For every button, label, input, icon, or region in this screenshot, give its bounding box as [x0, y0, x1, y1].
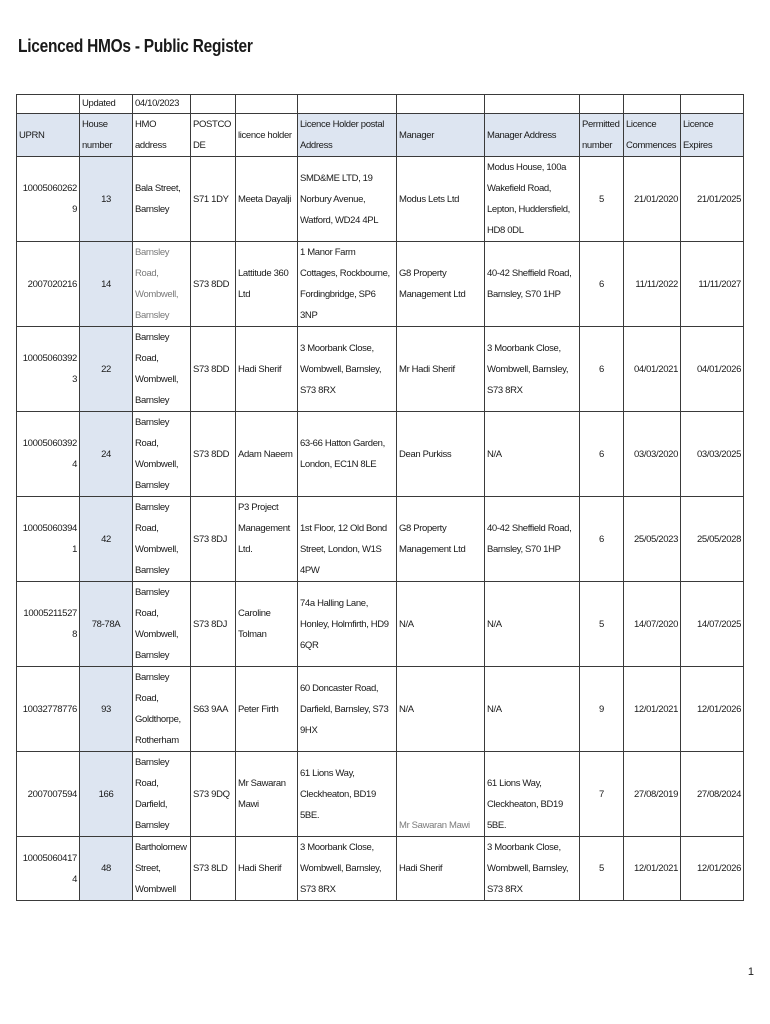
cell-postcode: S73 8DD [191, 412, 236, 497]
cell-uprn: 2007020216 [17, 242, 80, 327]
cell-uprn: 10032778776 [17, 667, 80, 752]
cell-licence-expires: 25/05/2028 [681, 497, 744, 582]
cell-postcode: S73 8DD [191, 242, 236, 327]
cell-manager-address: 61 Lions Way, Cleckheaton, BD19 5BE. [485, 752, 580, 837]
cell-manager: Modus Lets Ltd [397, 157, 485, 242]
header-postcode: POSTCODE [191, 114, 236, 157]
cell-house-number: 42 [80, 497, 133, 582]
cell-manager: G8 Property Management Ltd [397, 497, 485, 582]
cell-postcode: S73 8LD [191, 837, 236, 901]
table-row [17, 752, 744, 837]
cell-uprn: 100050604174 [17, 837, 80, 901]
cell-licence-commences: 21/01/2020 [624, 157, 681, 242]
header-house-number: House number [80, 114, 133, 157]
cell-licence-expires: 12/01/2026 [681, 837, 744, 901]
cell-hmo-address: Barnsley Road, Goldthorpe, Rotherham [133, 667, 191, 752]
cell-permitted-number: 5 [580, 582, 624, 667]
cell-permitted-number: 9 [580, 667, 624, 752]
cell-manager-address: 40-42 Sheffield Road, Barnsley, S70 1HP [485, 242, 580, 327]
header-licence-expires: Licence Expires [681, 114, 744, 157]
cell-house-number: 14 [80, 242, 133, 327]
cell-holder-postal-address: 1st Floor, 12 Old Bond Street, London, W1S 4PW [298, 497, 397, 582]
cell-licence-commences: 12/01/2021 [624, 667, 681, 752]
table-row [17, 412, 744, 497]
cell-holder-postal-address: 74a Halling Lane, Honley, Holmfirth, HD9 6QR [298, 582, 397, 667]
cell-manager: Mr Sawaran Mawi [397, 752, 485, 837]
cell-holder-postal-address: 63-66 Hatton Garden, London, EC1N 8LE [298, 412, 397, 497]
updated-row [17, 95, 744, 114]
header-row [17, 114, 744, 157]
cell-holder-postal-address: 60 Doncaster Road, Darfield, Barnsley, S73 9HX [298, 667, 397, 752]
cell-licence-expires: 11/11/2027 [681, 242, 744, 327]
cell-licence-holder: Lattitude 360 Ltd [236, 242, 298, 327]
cell-licence-commences: 25/05/2023 [624, 497, 681, 582]
cell-licence-holder: P3 Project Management Ltd. [236, 497, 298, 582]
blank-cell [236, 95, 298, 114]
cell-licence-commences: 11/11/2022 [624, 242, 681, 327]
table-row [17, 242, 744, 327]
hmo-register-table [16, 94, 744, 901]
cell-licence-commences: 04/01/2021 [624, 327, 681, 412]
cell-licence-holder: Caroline Tolman [236, 582, 298, 667]
blank-cell [580, 95, 624, 114]
cell-postcode: S63 9AA [191, 667, 236, 752]
cell-licence-expires: 14/07/2025 [681, 582, 744, 667]
cell-permitted-number: 6 [580, 242, 624, 327]
cell-licence-commences: 14/07/2020 [624, 582, 681, 667]
cell-uprn: 100050603923 [17, 327, 80, 412]
cell-postcode: S73 8DJ [191, 497, 236, 582]
header-permitted-number: Permitted number [580, 114, 624, 157]
cell-licence-commences: 27/08/2019 [624, 752, 681, 837]
updated-date: 04/10/2023 [133, 95, 191, 114]
updated-label: Updated [80, 95, 133, 114]
cell-hmo-address: Barnsley Road, Wombwell, Barnsley [133, 327, 191, 412]
cell-postcode: S73 9DQ [191, 752, 236, 837]
cell-manager-address: N/A [485, 412, 580, 497]
header-holder-postal-address: Licence Holder postal Address [298, 114, 397, 157]
header-hmo-address: HMO address [133, 114, 191, 157]
cell-uprn: 100050603924 [17, 412, 80, 497]
header-manager-address: Manager Address [485, 114, 580, 157]
cell-manager-address: 3 Moorbank Close, Wombwell, Barnsley, S73 8RX [485, 837, 580, 901]
cell-manager: N/A [397, 582, 485, 667]
cell-hmo-address: Barnsley Road, Wombwell, Barnsley [133, 497, 191, 582]
blank-cell [397, 95, 485, 114]
header-manager: Manager [397, 114, 485, 157]
cell-licence-expires: 04/01/2026 [681, 327, 744, 412]
cell-licence-holder: Hadi Sherif [236, 837, 298, 901]
cell-licence-holder: Hadi Sherif [236, 327, 298, 412]
cell-manager: Hadi Sherif [397, 837, 485, 901]
cell-permitted-number: 7 [580, 752, 624, 837]
blank-cell [191, 95, 236, 114]
cell-uprn: 100050603941 [17, 497, 80, 582]
cell-holder-postal-address: 61 Lions Way, Cleckheaton, BD19 5BE. [298, 752, 397, 837]
cell-house-number: 93 [80, 667, 133, 752]
cell-manager-address: N/A [485, 582, 580, 667]
cell-licence-holder: Meeta Dayalji [236, 157, 298, 242]
blank-cell [624, 95, 681, 114]
cell-licence-expires: 03/03/2025 [681, 412, 744, 497]
header-licence-commences: Licence Commences [624, 114, 681, 157]
cell-manager: Dean Purkiss [397, 412, 485, 497]
cell-house-number: 166 [80, 752, 133, 837]
cell-holder-postal-address: 3 Moorbank Close, Wombwell, Barnsley, S73 8RX [298, 837, 397, 901]
cell-licence-holder: Peter Firth [236, 667, 298, 752]
table-row [17, 667, 744, 752]
cell-manager: N/A [397, 667, 485, 752]
cell-house-number: 78-78A [80, 582, 133, 667]
cell-licence-commences: 03/03/2020 [624, 412, 681, 497]
page-number: 1 [747, 966, 754, 978]
cell-postcode: S71 1DY [191, 157, 236, 242]
cell-licence-commences: 12/01/2021 [624, 837, 681, 901]
page-title: Licenced HMOs - Public Register [18, 36, 253, 56]
cell-hmo-address: Bala Street, Barnsley [133, 157, 191, 242]
blank-cell [485, 95, 580, 114]
header-licence-holder: licence holder [236, 114, 298, 157]
cell-permitted-number: 5 [580, 837, 624, 901]
cell-permitted-number: 6 [580, 412, 624, 497]
cell-hmo-address: Barnsley Road, Wombwell, Barnsley [133, 582, 191, 667]
cell-holder-postal-address: 3 Moorbank Close, Wombwell, Barnsley, S73 8RX [298, 327, 397, 412]
cell-house-number: 48 [80, 837, 133, 901]
cell-manager: G8 Property Management Ltd [397, 242, 485, 327]
cell-hmo-address: Barnsley Road, Wombwell, Barnsley [133, 412, 191, 497]
cell-manager-address: N/A [485, 667, 580, 752]
cell-uprn: 100050602629 [17, 157, 80, 242]
cell-manager-address: 3 Moorbank Close, Wombwell, Barnsley, S73 8RX [485, 327, 580, 412]
cell-manager-address: 40-42 Sheffield Road, Barnsley, S70 1HP [485, 497, 580, 582]
blank-cell [681, 95, 744, 114]
table-row [17, 837, 744, 901]
cell-permitted-number: 6 [580, 327, 624, 412]
cell-uprn: 100052115278 [17, 582, 80, 667]
cell-hmo-address: Bartholomew Street, Wombwell [133, 837, 191, 901]
cell-postcode: S73 8DD [191, 327, 236, 412]
table-row [17, 327, 744, 412]
cell-house-number: 24 [80, 412, 133, 497]
cell-hmo-address: Barnsley Road, Darfield, Barnsley [133, 752, 191, 837]
cell-uprn: 2007007594 [17, 752, 80, 837]
cell-manager-address: Modus House, 100a Wakefield Road, Lepton, Huddersfield, HD8 0DL [485, 157, 580, 242]
blank-cell [17, 95, 80, 114]
cell-permitted-number: 5 [580, 157, 624, 242]
cell-house-number: 22 [80, 327, 133, 412]
blank-cell [298, 95, 397, 114]
cell-licence-holder: Mr Sawaran Mawi [236, 752, 298, 837]
cell-manager: Mr Hadi Sherif [397, 327, 485, 412]
cell-licence-holder: Adam Naeem [236, 412, 298, 497]
header-uprn: UPRN [17, 114, 80, 157]
cell-hmo-address: Barnsley Road, Wombwell, Barnsley [133, 242, 191, 327]
cell-permitted-number: 6 [580, 497, 624, 582]
cell-house-number: 13 [80, 157, 133, 242]
cell-postcode: S73 8DJ [191, 582, 236, 667]
table-row [17, 157, 744, 242]
table-row [17, 497, 744, 582]
cell-holder-postal-address: SMD&ME LTD, 19 Norbury Avenue, Watford, WD24 4PL [298, 157, 397, 242]
cell-licence-expires: 27/08/2024 [681, 752, 744, 837]
cell-holder-postal-address: 1 Manor Farm Cottages, Rockbourne, Fordingbridge, SP6 3NP [298, 242, 397, 327]
table-row [17, 582, 744, 667]
cell-licence-expires: 21/01/2025 [681, 157, 744, 242]
cell-licence-expires: 12/01/2026 [681, 667, 744, 752]
